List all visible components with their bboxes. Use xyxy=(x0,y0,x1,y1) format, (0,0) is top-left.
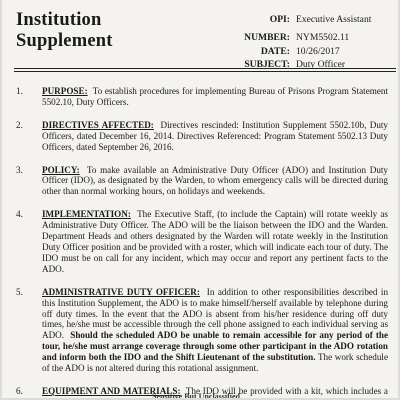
section-text: The IDO will be provided with a kit, which includes a xyxy=(185,385,388,396)
document-metadata xyxy=(230,13,371,71)
sensitivity-footer: Sensitive But Unclassified xyxy=(152,392,241,398)
opi-row xyxy=(230,13,371,26)
subject-row xyxy=(230,58,371,71)
section-text: The Executive Staff, (to include the Captain) will rotate weekly as Administrative Duty Officer. The ADO will be the liaison between the IDO and the Warden. Department Heads and others designated by the Warden will rotate weekly in the Institution Duty Officer position and be provided with a roster, which will indicate each tour of duty. The IDO must be on call for any incident, which may occur and report any pertinent facts to the ADO. xyxy=(42,209,388,274)
opi-label: OPI: xyxy=(269,14,290,25)
section-number: 3. xyxy=(16,164,23,175)
section-number: 1. xyxy=(16,86,23,96)
section-administrative-duty-officer xyxy=(16,287,388,374)
date-value: 10/26/2017 xyxy=(296,45,340,57)
section-purpose xyxy=(16,86,388,108)
section-heading: POLICY: xyxy=(42,164,80,175)
section-number: 6. xyxy=(16,385,23,396)
document-title xyxy=(16,10,113,52)
subject-value: Duty Officer xyxy=(296,58,346,70)
section-heading: IMPLEMENTATION: xyxy=(42,209,131,220)
section-number: 4. xyxy=(16,209,23,220)
section-directives-affected xyxy=(16,120,388,153)
section-implementation xyxy=(16,209,388,274)
section-body xyxy=(42,165,388,198)
section-tail-text: The work schedule of the ADO is not altered during this rotational assignment. xyxy=(42,352,388,374)
date-row xyxy=(230,45,371,58)
section-heading: PURPOSE: xyxy=(42,86,88,96)
section-number: 2. xyxy=(16,119,23,130)
number-label: NUMBER: xyxy=(244,32,290,44)
header-divider-thick xyxy=(14,68,396,69)
document-body xyxy=(16,86,388,398)
section-number: 5. xyxy=(16,286,23,297)
subject-label: SUBJECT: xyxy=(244,58,290,70)
section-heading: ADMINISTRATIVE DUTY OFFICER: xyxy=(42,286,200,297)
title-line-1: Institution xyxy=(16,10,102,30)
section-text: Directives rescinded: Institution Supplement 5502.10b, Duty Officers, dated December 16, 2014. Directives Referenced: Program Statement 5502.13 Duty Officers, dated September 26, 2016. xyxy=(42,119,388,152)
number-row xyxy=(230,31,371,44)
section-policy xyxy=(16,165,388,198)
section-text: To establish procedures for implementing Bureau of Prisons Program Statement 5502.10, Duty Officers. xyxy=(42,86,388,107)
section-body xyxy=(42,209,388,274)
section-bold-text: Should the scheduled ADO be unable to remain accessible for any period of the tour, he/she must arrange coverage through some other participant in the ADO rotation and inform both the IDO and the Shift Lieutenant of the substitution. xyxy=(42,330,388,363)
opi-value: Executive Assistant xyxy=(296,14,372,25)
date-label: DATE: xyxy=(260,45,290,57)
title-line-2: Supplement xyxy=(16,31,113,51)
document-page xyxy=(2,0,398,398)
section-heading: EQUIPMENT AND MATERIALS: xyxy=(42,385,181,396)
section-text: In addition to other responsibilities described in this Institution Supplement, the ADO is to make himself/herself available by telephone during off duty times. In the event that the ADO is absent from his/her residence during off duty times, he/she must be accessible through the cell phone assigned to each individual serving as ADO. xyxy=(42,286,389,341)
section-body xyxy=(42,86,388,108)
section-body xyxy=(42,120,388,153)
section-text: To make available an Administrative Duty Officer (ADO) and Institution Duty Officer (IDO), as designated by the Warden, to whom emergency calls will be directed during other than normal working hours, on holidays and weekends. xyxy=(42,164,388,197)
section-heading: DIRECTIVES AFFECTED: xyxy=(42,119,154,130)
header-divider-thin xyxy=(14,71,396,72)
section-body xyxy=(42,287,388,374)
number-value: NYM5502.11 xyxy=(296,32,350,44)
